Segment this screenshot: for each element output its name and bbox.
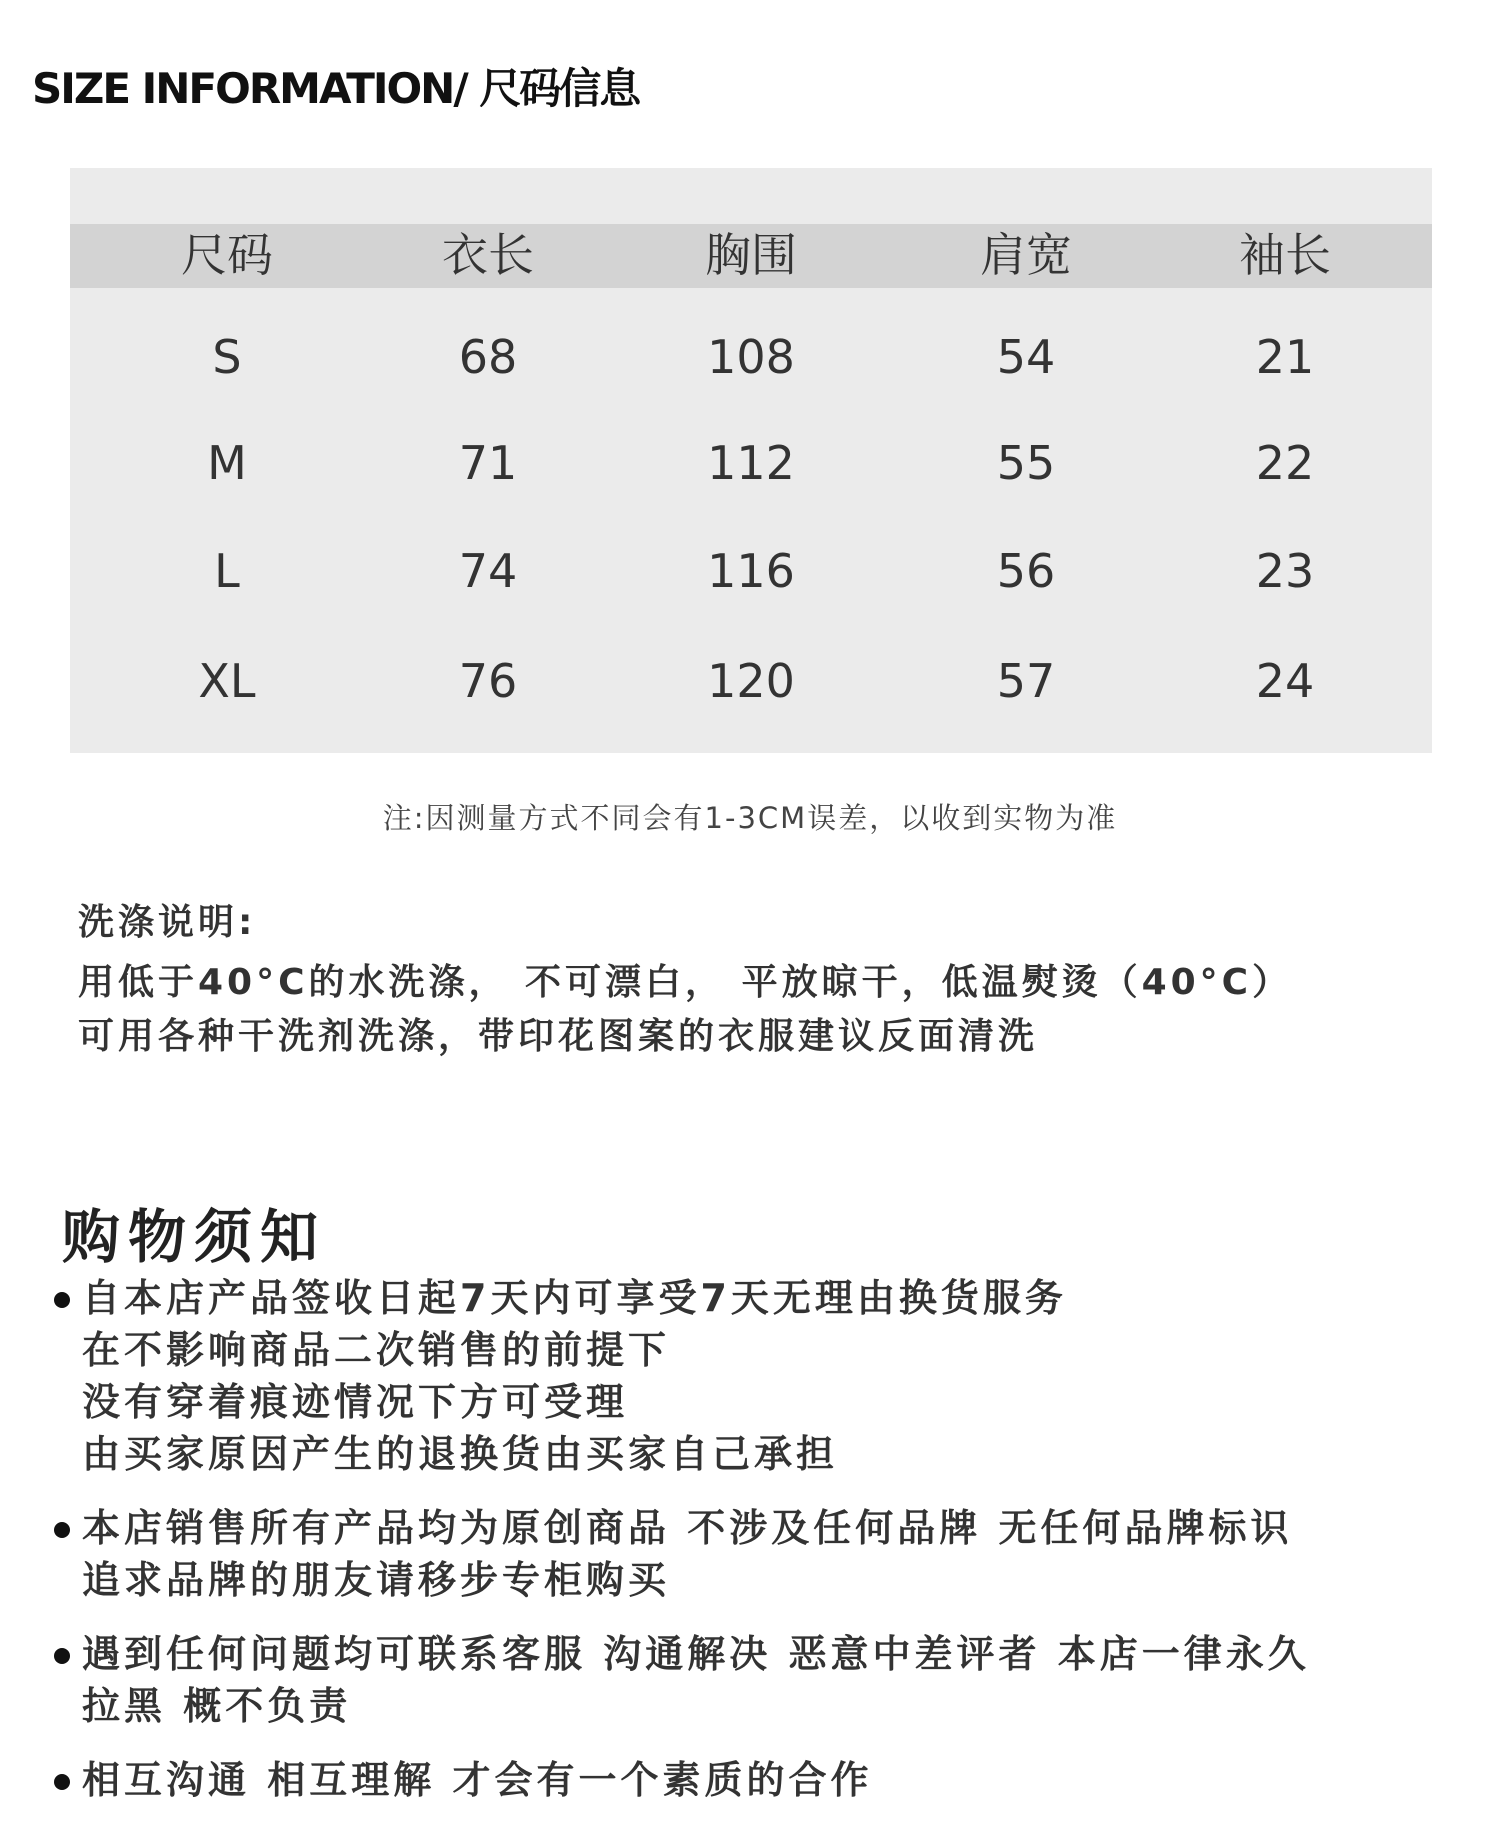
size-table-cell: 57 (996, 654, 1056, 708)
size-table-cell: XL (198, 654, 256, 708)
bullet-icon (54, 1292, 70, 1308)
size-table-cell: L (214, 544, 240, 598)
bullet-icon (54, 1648, 70, 1664)
size-table-cell: S (212, 330, 242, 384)
size-table-cell: 21 (1255, 330, 1315, 384)
size-table-cell: 71 (458, 436, 518, 490)
notice-item (54, 1272, 1474, 1480)
size-table-cell: 56 (996, 544, 1056, 598)
size-table-cell: M (207, 436, 247, 490)
measurement-note: 注:因测量方式不同会有1-3CM误差，以收到实物为准 (382, 801, 1118, 835)
notice-line: 自本店产品签收日起7天内可享受7天无理由换货服务 (82, 1276, 1067, 1320)
wash-instructions-line: 可用各种干洗剂洗涤，带印花图案的衣服建议反面清洗 (78, 1016, 1039, 1057)
size-table-cell: 23 (1255, 544, 1315, 598)
notice-line: 拉黑 概不负责 (82, 1684, 352, 1728)
bullet-icon (54, 1522, 70, 1538)
notice-line: 追求品牌的朋友请移步专柜购买 (82, 1558, 671, 1602)
wash-instructions (78, 896, 1292, 1064)
size-table-header-cell: 衣长 (442, 228, 534, 282)
size-table-cell: 120 (707, 654, 795, 708)
size-table-header-cell: 尺码 (181, 228, 273, 282)
size-table-cell: 22 (1255, 436, 1315, 490)
notice-line: 相互沟通 相互理解 才会有一个素质的合作 (82, 1758, 873, 1802)
notice-line: 本店销售所有产品均为原创商品 不涉及任何品牌 无任何品牌标识 (82, 1506, 1293, 1550)
size-table-cell: 116 (707, 544, 795, 598)
size-table-cell: 108 (707, 330, 795, 384)
size-table-cell: 68 (458, 330, 518, 384)
size-table-cell: 54 (996, 330, 1056, 384)
size-table-header-cell: 肩宽 (980, 228, 1072, 282)
size-table-cell: 74 (458, 544, 518, 598)
notice-item (54, 1628, 1474, 1732)
size-table-cell: 112 (707, 436, 795, 490)
notice-line: 遇到任何问题均可联系客服 沟通解决 恶意中差评者 本店一律永久 (82, 1632, 1310, 1676)
shopping-notice-list (54, 1272, 1474, 1828)
size-table-header-cell: 胸围 (705, 228, 797, 282)
shopping-notice-title: 购物须知 (62, 1203, 327, 1271)
page-title: SIZE INFORMATION/ 尺码信息 (32, 64, 640, 113)
notice-item (54, 1754, 1474, 1806)
size-table-cell: 55 (996, 436, 1056, 490)
notice-line: 在不影响商品二次销售的前提下 (82, 1328, 671, 1372)
wash-instructions-title: 洗涤说明: (78, 902, 257, 943)
size-table-cell: 24 (1255, 654, 1315, 708)
wash-instructions-line: 用低于40°C的水洗涤， 不可漂白， 平放晾干，低温熨烫（40°C） (78, 962, 1293, 1003)
notice-item (54, 1502, 1474, 1606)
size-table-header-cell: 袖长 (1239, 228, 1331, 282)
bullet-icon (54, 1774, 70, 1790)
notice-line: 由买家原因产生的退换货由买家自己承担 (82, 1432, 839, 1476)
size-table-cell: 76 (458, 654, 518, 708)
size-table (70, 168, 1432, 753)
notice-line: 没有穿着痕迹情况下方可受理 (82, 1380, 629, 1424)
